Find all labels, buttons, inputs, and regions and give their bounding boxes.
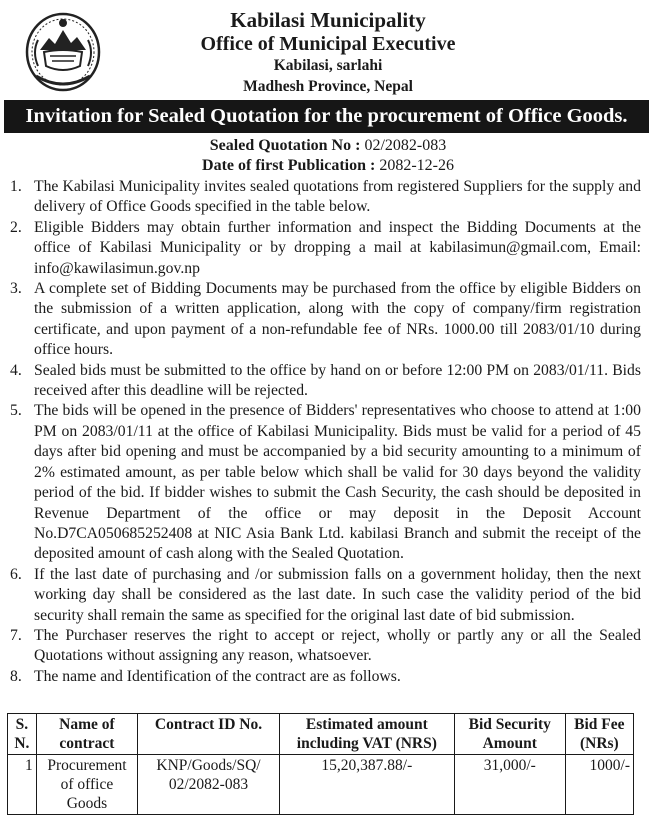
contract-table: [7, 713, 634, 815]
table-cell-sn: 1: [8, 755, 37, 815]
quotation-number-line: [0, 137, 656, 155]
list-item-number: 7.: [10, 626, 22, 644]
table-cell-bid-fee: 1000/-: [565, 755, 633, 815]
list-item: [0, 626, 656, 667]
province-name: Madhesh Province, Nepal: [243, 78, 413, 95]
list-item: [0, 177, 656, 218]
table-row: [8, 755, 634, 815]
table-cell-contract-id: KNP/Goods/SQ/ 02/2082-083: [138, 755, 280, 815]
column-header: S. N.: [8, 714, 37, 755]
organization-name: Kabilasi Municipality: [230, 8, 426, 32]
list-item-number: 5.: [10, 402, 22, 420]
notice-items-list: [0, 177, 656, 687]
list-item-number: 2.: [10, 218, 22, 236]
table-cell-contract-name: Procurement of office Goods: [36, 755, 137, 815]
list-item: [0, 279, 656, 361]
column-header: Estimated amount including VAT (NRS): [279, 714, 454, 755]
list-item-number: 3.: [10, 280, 22, 298]
list-item: [0, 667, 656, 687]
table-header-row: [8, 714, 634, 755]
list-item-number: 1.: [10, 178, 22, 195]
table-cell-estimated-amount: 15,20,387.88/-: [279, 755, 454, 815]
list-item-number: 6.: [10, 565, 22, 583]
table-cell-bid-security: 31,000/-: [454, 755, 565, 815]
office-location: Kabilasi, sarlahi: [273, 57, 383, 74]
list-item-text: Eligible Bidders may obtain further information and inspect the Bidding Documents at the office of Kabilasi Municipality or by dropping a mail at kabilasimun@gmail.com, Email: info@kawilasimun.gov.np: [34, 218, 641, 277]
column-header: Name of contract: [36, 714, 137, 755]
list-item-text: The bids will be opened in the presence of Bidders' representatives who choose to attend at 1:00 PM on 2083/01/11 at the office of Kabilasi Municipality. Bids must be valid for a period of 45 days after bid opening and must be accompanied by a bid security amounting to a minimum of 2% estimated amount, as per table below which shall be valid for 30 days beyond the validity period of the bid. If bidder wishes to submit the Cash Security, the cash should be deposited in Revenue Department of the office or may deposit in the Deposit Account No.D7CA050685252408 at NIC Asia Bank Ltd. kabilasi Branch and submit the receipt of the deposited amount of cash along with the Sealed Quotation.: [34, 402, 641, 563]
list-item: [0, 565, 656, 626]
list-item-text: The name and Identification of the contract are as follows.: [34, 667, 401, 685]
list-item-number: 8.: [10, 667, 22, 685]
list-item-text: If the last date of purchasing and /or submission falls on a government holiday, then the next working day shall be considered as the last date. In such case the validity period of the bid security shall remain the same as specified for the original last date of bid submission.: [34, 565, 641, 624]
list-item-text: The Kabilasi Municipality invites sealed quotations from registered Suppliers for the supply and delivery of Office Goods specified in the table below.: [34, 178, 641, 216]
quotation-number-value: 02/2082-083: [364, 137, 447, 154]
list-item-number: 4.: [10, 361, 22, 379]
list-item-text: Sealed bids must be submitted to the office by hand on or before 12:00 PM on 2083/01/11. Bids received after this deadline will be rejected.: [34, 361, 641, 400]
office-name: Office of Municipal Executive: [200, 33, 456, 55]
list-item: [0, 401, 656, 564]
list-item: [0, 218, 656, 279]
column-header: Bid Fee (NRs): [565, 714, 633, 755]
publication-date-line: [0, 157, 656, 175]
publication-date-label: Date of first Publication :: [202, 157, 376, 174]
list-item-text: A complete set of Bidding Documents may be purchased from the office by eligible Bidders on the submission of a written application, along with the copy of company/firm registration certificate, and upon payment of a non-refundable fee of NRs. 1000.00 till 2083/01/10 during office hours.: [34, 280, 641, 359]
column-header: Bid Security Amount: [454, 714, 565, 755]
quotation-number-label: Sealed Quotation No :: [209, 137, 361, 154]
list-item-text: The Purchaser reserves the right to accept or reject, wholly or partly any or all the Sealed Quotations without assigning any reason, whatsoever.: [34, 626, 641, 665]
notice-title-banner: Invitation for Sealed Quotation for the procurement of Office Goods.: [4, 100, 649, 133]
list-item: [0, 361, 656, 402]
column-header: Contract ID No.: [138, 714, 280, 755]
publication-date-value: 2082-12-26: [379, 157, 454, 174]
